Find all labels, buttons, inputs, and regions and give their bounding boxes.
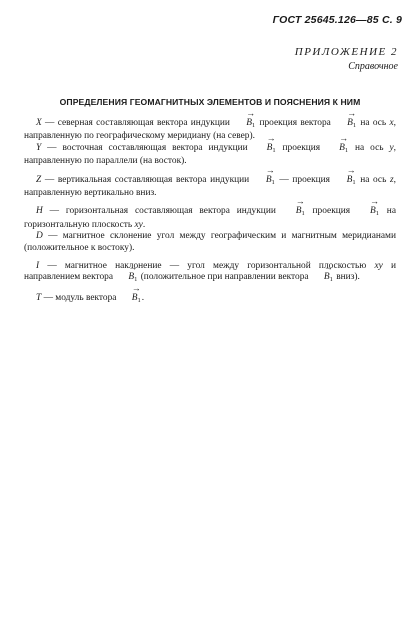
definition-i: I — магнитное наклонение — угол между горизонтальной плоскостью xy и направлением вектора → $B_1$ (положительное при направлении вектора → $B_1$ вниз). xyxy=(24,261,396,286)
vector-b1: → $B_1$ xyxy=(253,175,276,188)
symbol-h: H xyxy=(36,206,43,217)
symbol-x: X xyxy=(36,118,42,128)
vector-b1: → $B_1$ xyxy=(357,206,380,219)
definition-y: Y — восточная составляющая вектора индукции → $B_1$ проекция → $B_1$ на ось y, направленную по параллели (на восток). xyxy=(24,143,396,168)
page-header: ГОСТ 25645.126—85 С. 9 xyxy=(272,14,402,26)
appendix-sublabel: Справочное xyxy=(348,61,398,72)
definition-h: H — горизонтальная составляющая вектора индукции → $B_1$ проекция → $B_1$ на горизонтальную плоскость xy. xyxy=(24,206,396,231)
vector-b1: → $B_1$ xyxy=(311,272,334,285)
definitions-body xyxy=(24,118,396,306)
vector-b1: → $B_1$ xyxy=(115,272,138,285)
vector-b1: → $B_1$ xyxy=(334,118,357,131)
definition-d: D — магнитное склонение угол между географическим и магнитным меридианами (положительное к востоку). xyxy=(24,231,396,253)
symbol-y: Y xyxy=(36,142,42,153)
vector-b1: → $B_1$ xyxy=(334,175,357,188)
symbol-t: T xyxy=(36,292,42,303)
appendix-label: ПРИЛОЖЕНИЕ 2 xyxy=(294,46,398,58)
symbol-z: Z xyxy=(36,174,42,185)
definition-z: Z — вертикальная составляющая вектора индукции → $B_1$ — проекция → $B_1$ на ось z, направленную вертикально вниз. xyxy=(24,175,396,200)
vector-b1: → $B_1$ xyxy=(233,118,256,131)
vector-b1: → $B_1$ xyxy=(326,143,349,156)
vector-b1: → $B_1$ xyxy=(283,206,306,219)
vector-b1: → $B_1$ xyxy=(254,143,277,156)
symbol-d: D xyxy=(36,231,43,242)
section-title: ОПРЕДЕЛЕНИЯ ГЕОМАГНИТНЫХ ЭЛЕМЕНТОВ И ПОЯСНЕНИЯ К НИМ xyxy=(59,97,361,107)
vector-b1: → $B_1$ xyxy=(119,293,142,306)
definition-t: T — модуль вектора → $B_1$. xyxy=(24,293,396,306)
definition-x: X — северная составляющая вектора индукции → $B_1$ проекция вектора → $B_1$ на ось x, направленную по географическому меридиану (на север). xyxy=(24,118,396,143)
symbol-i: I xyxy=(36,261,40,272)
